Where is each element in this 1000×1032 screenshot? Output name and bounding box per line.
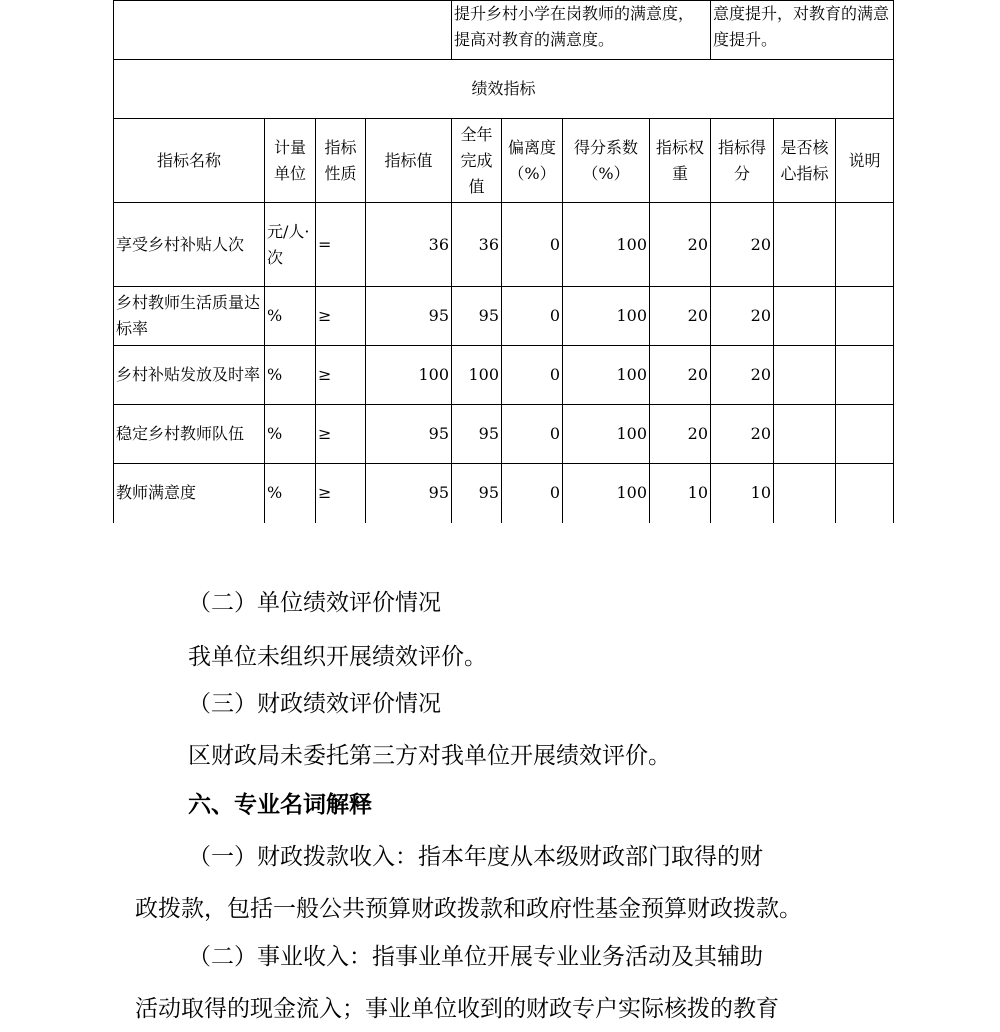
unit-cell: 元/人·次 xyxy=(265,203,316,287)
note-cell xyxy=(836,464,894,523)
nature-cell: = xyxy=(316,203,366,287)
section-2-body: 我单位未组织开展绩效评价。 xyxy=(188,644,487,670)
table-row xyxy=(114,287,894,346)
nature-cell: ≥ xyxy=(316,405,366,464)
header-cell: 指标权重 xyxy=(650,119,711,203)
section-3-title: （三）财政绩效评价情况 xyxy=(188,691,441,717)
header-cell: 计量单位 xyxy=(265,119,316,203)
target-cell: 95 xyxy=(366,464,452,523)
top-row-blank-cell xyxy=(114,1,452,60)
note-cell xyxy=(836,346,894,405)
indicator-name: 乡村补贴发放及时率 xyxy=(114,346,265,405)
score-cell: 20 xyxy=(711,405,774,464)
section-6-title: 六、专业名词解释 xyxy=(188,791,372,818)
section-3-body: 区财政局未委托第三方对我单位开展绩效评价。 xyxy=(188,743,671,769)
target-cell: 95 xyxy=(366,405,452,464)
header-cell: 得分系数（%） xyxy=(563,119,650,203)
coef-cell: 100 xyxy=(563,405,650,464)
actual-cell: 36 xyxy=(452,203,502,287)
coef-cell: 100 xyxy=(563,203,650,287)
table-row xyxy=(114,346,894,405)
header-cell: 说明 xyxy=(836,119,894,203)
term-1-text: 指本年度从本级财政部门取得的财 xyxy=(418,844,763,870)
coef-cell: 100 xyxy=(563,346,650,405)
weight-cell: 20 xyxy=(650,346,711,405)
target-cell: 36 xyxy=(366,203,452,287)
header-cell: 是否核心指标 xyxy=(774,119,836,203)
actual-cell: 100 xyxy=(452,346,502,405)
actual-cell: 95 xyxy=(452,405,502,464)
deviation-cell: 0 xyxy=(502,346,563,405)
section-2-title: （二）单位绩效评价情况 xyxy=(188,590,441,616)
weight-cell: 20 xyxy=(650,203,711,287)
nature-cell: ≥ xyxy=(316,287,366,346)
core-cell xyxy=(774,405,836,464)
header-cell: 指标得分 xyxy=(711,119,774,203)
coef-cell: 100 xyxy=(563,287,650,346)
core-cell xyxy=(774,287,836,346)
score-cell: 20 xyxy=(711,346,774,405)
indicator-name: 享受乡村补贴人次 xyxy=(114,203,265,287)
header-cell: 指标名称 xyxy=(114,119,265,203)
table-title: 绩效指标 xyxy=(114,60,894,119)
actual-cell: 95 xyxy=(452,287,502,346)
note-cell xyxy=(836,405,894,464)
note-cell xyxy=(836,287,894,346)
term-2-line-1 xyxy=(188,942,763,972)
score-cell: 20 xyxy=(711,287,774,346)
core-cell xyxy=(774,203,836,287)
score-cell: 20 xyxy=(711,203,774,287)
table-row xyxy=(114,203,894,287)
header-cell: 指标值 xyxy=(366,119,452,203)
term-2-text: 指事业单位开展专业业务活动及其辅助 xyxy=(372,944,763,970)
indicator-name: 乡村教师生活质量达标率 xyxy=(114,287,265,346)
term-2-label: （二）事业收入： xyxy=(188,944,372,970)
unit-cell: % xyxy=(265,346,316,405)
unit-cell: % xyxy=(265,287,316,346)
deviation-cell: 0 xyxy=(502,203,563,287)
top-row-actual-cell: 意度提升，对教育的满意度提升。 xyxy=(711,1,894,60)
target-cell: 100 xyxy=(366,346,452,405)
coef-cell: 100 xyxy=(563,464,650,523)
top-text-row xyxy=(114,1,894,60)
indicator-name: 稳定乡村教师队伍 xyxy=(114,405,265,464)
target-cell: 95 xyxy=(366,287,452,346)
title-row xyxy=(114,60,894,119)
performance-table xyxy=(113,0,894,523)
weight-cell: 20 xyxy=(650,287,711,346)
table-row xyxy=(114,405,894,464)
indicator-name: 教师满意度 xyxy=(114,464,265,523)
unit-cell: % xyxy=(265,464,316,523)
header-row xyxy=(114,119,894,203)
score-cell: 10 xyxy=(711,464,774,523)
core-cell xyxy=(774,464,836,523)
header-cell: 全年完成值 xyxy=(452,119,502,203)
weight-cell: 10 xyxy=(650,464,711,523)
actual-cell: 95 xyxy=(452,464,502,523)
term-1-label: （一）财政拨款收入： xyxy=(188,844,418,870)
unit-cell: % xyxy=(265,405,316,464)
note-cell xyxy=(836,203,894,287)
table-row xyxy=(114,464,894,523)
deviation-cell: 0 xyxy=(502,464,563,523)
header-cell: 偏离度（%） xyxy=(502,119,563,203)
term-2-line-2: 活动取得的现金流入；事业单位收到的财政专户实际核拨的教育 xyxy=(135,996,779,1022)
nature-cell: ≥ xyxy=(316,346,366,405)
core-cell xyxy=(774,346,836,405)
term-1-line-1 xyxy=(188,842,763,872)
top-row-target-cell: 提升乡村小学在岗教师的满意度，提高对教育的满意度。 xyxy=(452,1,711,60)
term-1-line-2: 政拨款，包括一般公共预算财政拨款和政府性基金预算财政拨款。 xyxy=(135,896,802,922)
header-cell: 指标性质 xyxy=(316,119,366,203)
deviation-cell: 0 xyxy=(502,287,563,346)
deviation-cell: 0 xyxy=(502,405,563,464)
nature-cell: ≥ xyxy=(316,464,366,523)
weight-cell: 20 xyxy=(650,405,711,464)
